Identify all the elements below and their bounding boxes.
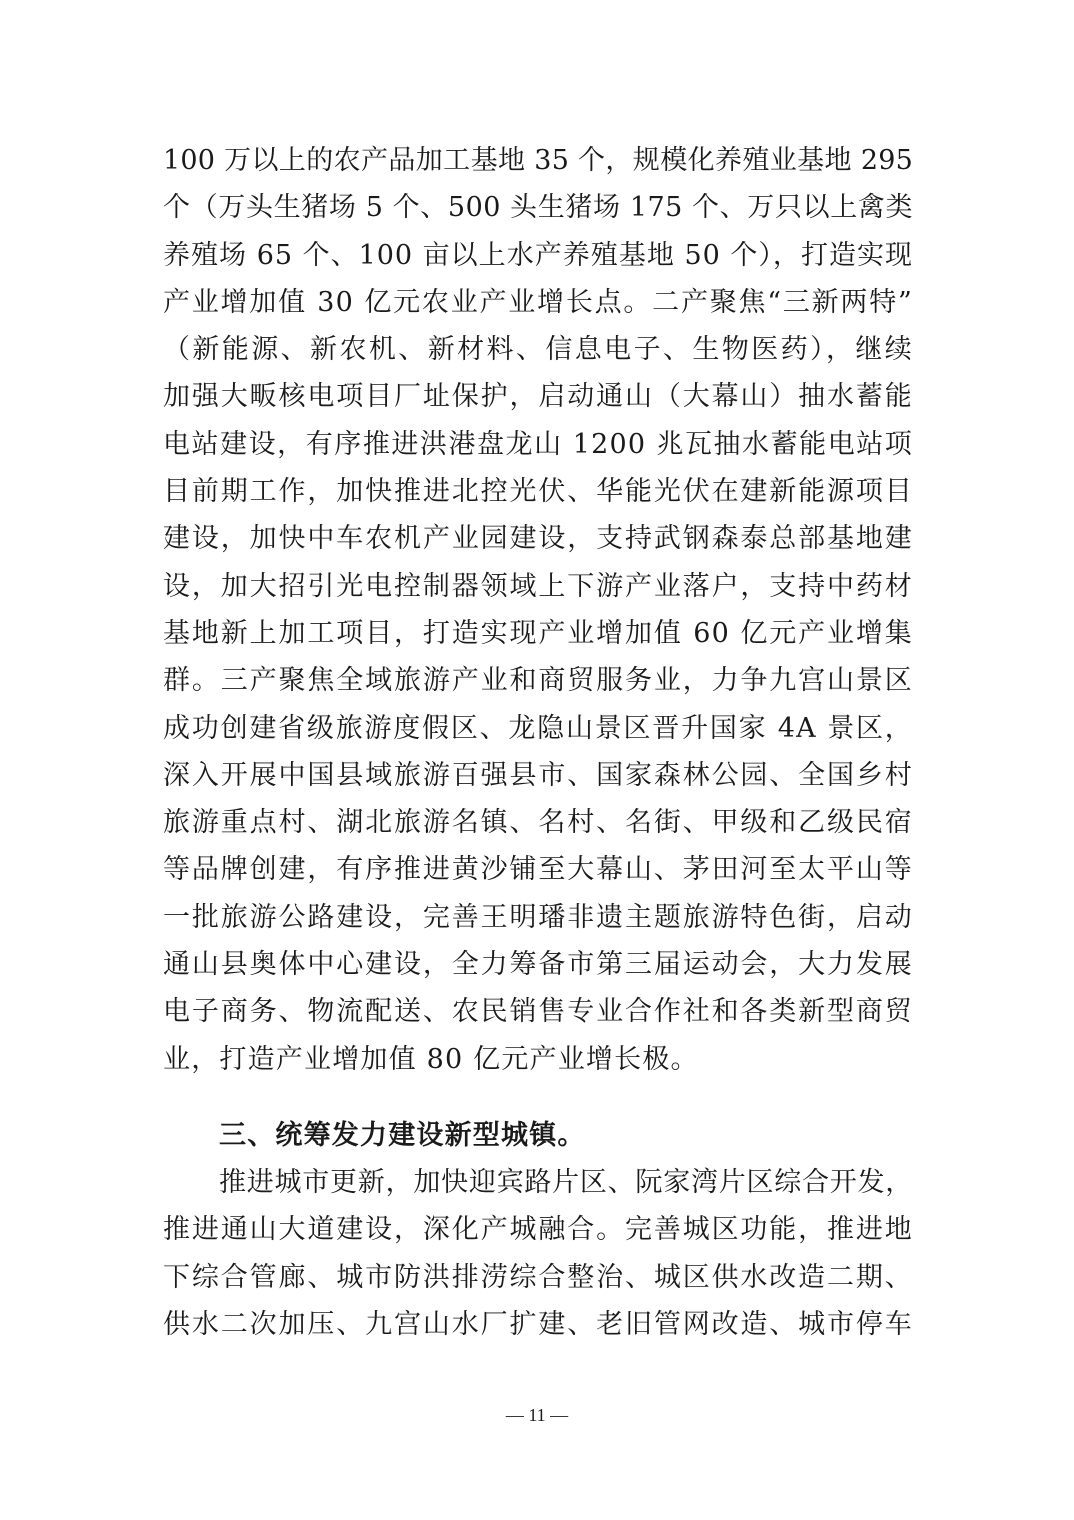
text-line: 供水二次加压、九宫山水厂扩建、老旧管网改造、城市停车: [163, 1308, 913, 1340]
page-number: — 11 —: [505, 1405, 569, 1425]
text-line: 电站建设，有序推进洪港盘龙山 1200 兆瓦抽水蓄能电站项: [163, 428, 913, 460]
text-line: 设，加大招引光电控制器领域上下游产业落户，支持中药材: [163, 570, 913, 602]
text-line: 群。三产聚焦全域旅游产业和商贸服务业，力争九宫山景区: [163, 665, 913, 697]
text-line: （新能源、新农机、新材料、信息电子、生物医药），继续: [163, 334, 913, 366]
text-line: 产业增加值 30 亿元农业产业增长点。二产聚焦“三新两特”: [163, 286, 913, 318]
text-line: 100 万以上的农产品加工基地 35 个，规模化养殖业基地 295: [163, 145, 913, 176]
text-line: 一批旅游公路建设，完善王明璠非遗主题旅游特色街，启动: [163, 901, 913, 933]
text-line: 推进城市更新，加快迎宾路片区、阮家湾片区综合开发，: [219, 1167, 913, 1198]
text-line: 等品牌创建，有序推进黄沙铺至大幕山、茅田河至太平山等: [163, 854, 913, 886]
text-line: 深入开展中国县域旅游百强县市、国家森林公园、全国乡村: [163, 759, 913, 791]
section-heading: 三、统筹发力建设新型城镇。: [219, 1120, 586, 1151]
text-line: 基地新上加工项目，打造实现产业增加值 60 亿元产业增集: [163, 617, 913, 649]
text-line: 通山县奥体中心建设，全力筹备市第三届运动会，大力发展: [163, 949, 913, 981]
text-line: 加强大畈核电项目厂址保护，启动通山（大幕山）抽水蓄能: [163, 381, 913, 413]
text-line: 目前期工作，加快推进北控光伏、华能光伏在建新能源项目: [163, 476, 913, 508]
paragraph-continued: [163, 137, 913, 1083]
text-line: 个（万头生猪场 5 个、500 头生猪场 175 个、万只以上禽类: [163, 192, 913, 224]
text-line: 推进通山大道建设，深化产城融合。完善城区功能，推进地: [163, 1214, 913, 1246]
text-line: 成功创建省级旅游度假区、龙隐山景区晋升国家 4A 景区，: [163, 712, 913, 744]
text-line: 下综合管廊、城市防洪排涝综合整治、城区供水改造二期、: [163, 1261, 913, 1293]
text-line: 电子商务、物流配送、农民销售专业合作社和各类新型商贸: [163, 996, 913, 1028]
text-line: 业，打造产业增加值 80 亿元产业增长极。: [163, 1043, 699, 1075]
text-line: 养殖场 65 个、100 亩以上水产养殖基地 50 个），打造实现: [163, 239, 913, 271]
text-line: 建设，加快中车农机产业园建设，支持武钢森泰总部基地建: [163, 523, 913, 555]
paragraph-new: [163, 1159, 913, 1348]
text-line: 旅游重点村、湖北旅游名镇、名村、名街、甲级和乙级民宿: [163, 807, 913, 839]
